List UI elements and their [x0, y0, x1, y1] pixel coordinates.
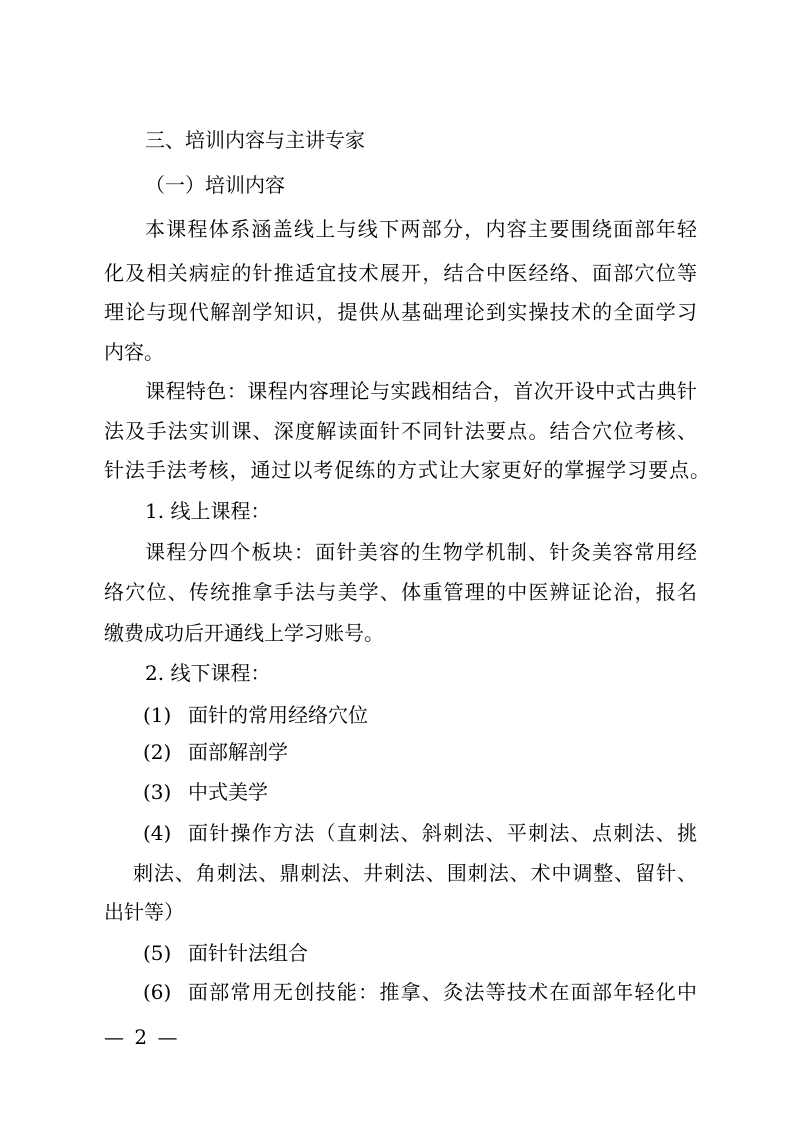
online-line-1: 课程分四个板块：面针美容的生物学机制、针灸美容常用经 — [145, 540, 697, 564]
offline-item-4-continuation-2: 出针等） — [104, 900, 184, 924]
offline-item-6-number: (6) — [143, 980, 172, 1004]
offline-item-4-text: 面针操作方法（直刺法、斜刺法、平刺法、点刺法、挑 — [188, 821, 697, 845]
offline-item-2-text: 面部解剖学 — [188, 740, 288, 764]
intro-line-3: 理论与现代解剖学知识，提供从基础理论到实操技术的全面学习 — [104, 300, 697, 324]
offline-item-3-text: 中式美学 — [188, 780, 268, 804]
offline-item-1-number: (1) — [143, 703, 172, 727]
offline-item-1-text: 面针的常用经络穴位 — [188, 703, 368, 727]
online-line-2: 络穴位、传统推拿手法与美学、体重管理的中医辨证论治，报名 — [104, 580, 697, 604]
subsection-title: （一）培训内容 — [145, 173, 285, 197]
offline-item-2-number: (2) — [143, 740, 172, 764]
features-line-2: 法及手法实训课、深度解读面针不同针法要点。结合穴位考核、 — [104, 419, 697, 443]
section-title: 三、培训内容与主讲专家 — [145, 128, 365, 152]
offline-item-3-number: (3) — [143, 780, 172, 804]
online-heading: 1. 线上课程： — [145, 499, 271, 523]
intro-line-4: 内容。 — [104, 340, 164, 364]
offline-heading: 2. 线下课程： — [145, 661, 271, 685]
features-line-3: 针法手法考核，通过以考促练的方式让大家更好的掌握学习要点。 — [104, 458, 710, 482]
offline-item-6-text: 面部常用无创技能：推拿、灸法等技术在面部年轻化中 — [188, 980, 697, 1004]
page-number: — 2 — — [104, 1025, 180, 1049]
features-line-1: 课程特色：课程内容理论与实践相结合，首次开设中式古典针 — [145, 379, 697, 403]
intro-line-2: 化及相关病症的针推适宜技术展开，结合中医经络、面部穴位等 — [104, 261, 697, 285]
intro-line-1: 本课程体系涵盖线上与线下两部分，内容主要围绕面部年轻 — [145, 217, 697, 241]
offline-item-5-text: 面针针法组合 — [188, 941, 308, 965]
offline-item-4-continuation-1: 刺法、角刺法、鼎刺法、井刺法、围刺法、术中调整、留针、 — [133, 861, 697, 885]
online-line-3: 缴费成功后开通线上学习账号。 — [104, 621, 384, 645]
offline-item-4-number: (4) — [143, 821, 172, 845]
offline-item-5-number: (5) — [143, 941, 172, 965]
